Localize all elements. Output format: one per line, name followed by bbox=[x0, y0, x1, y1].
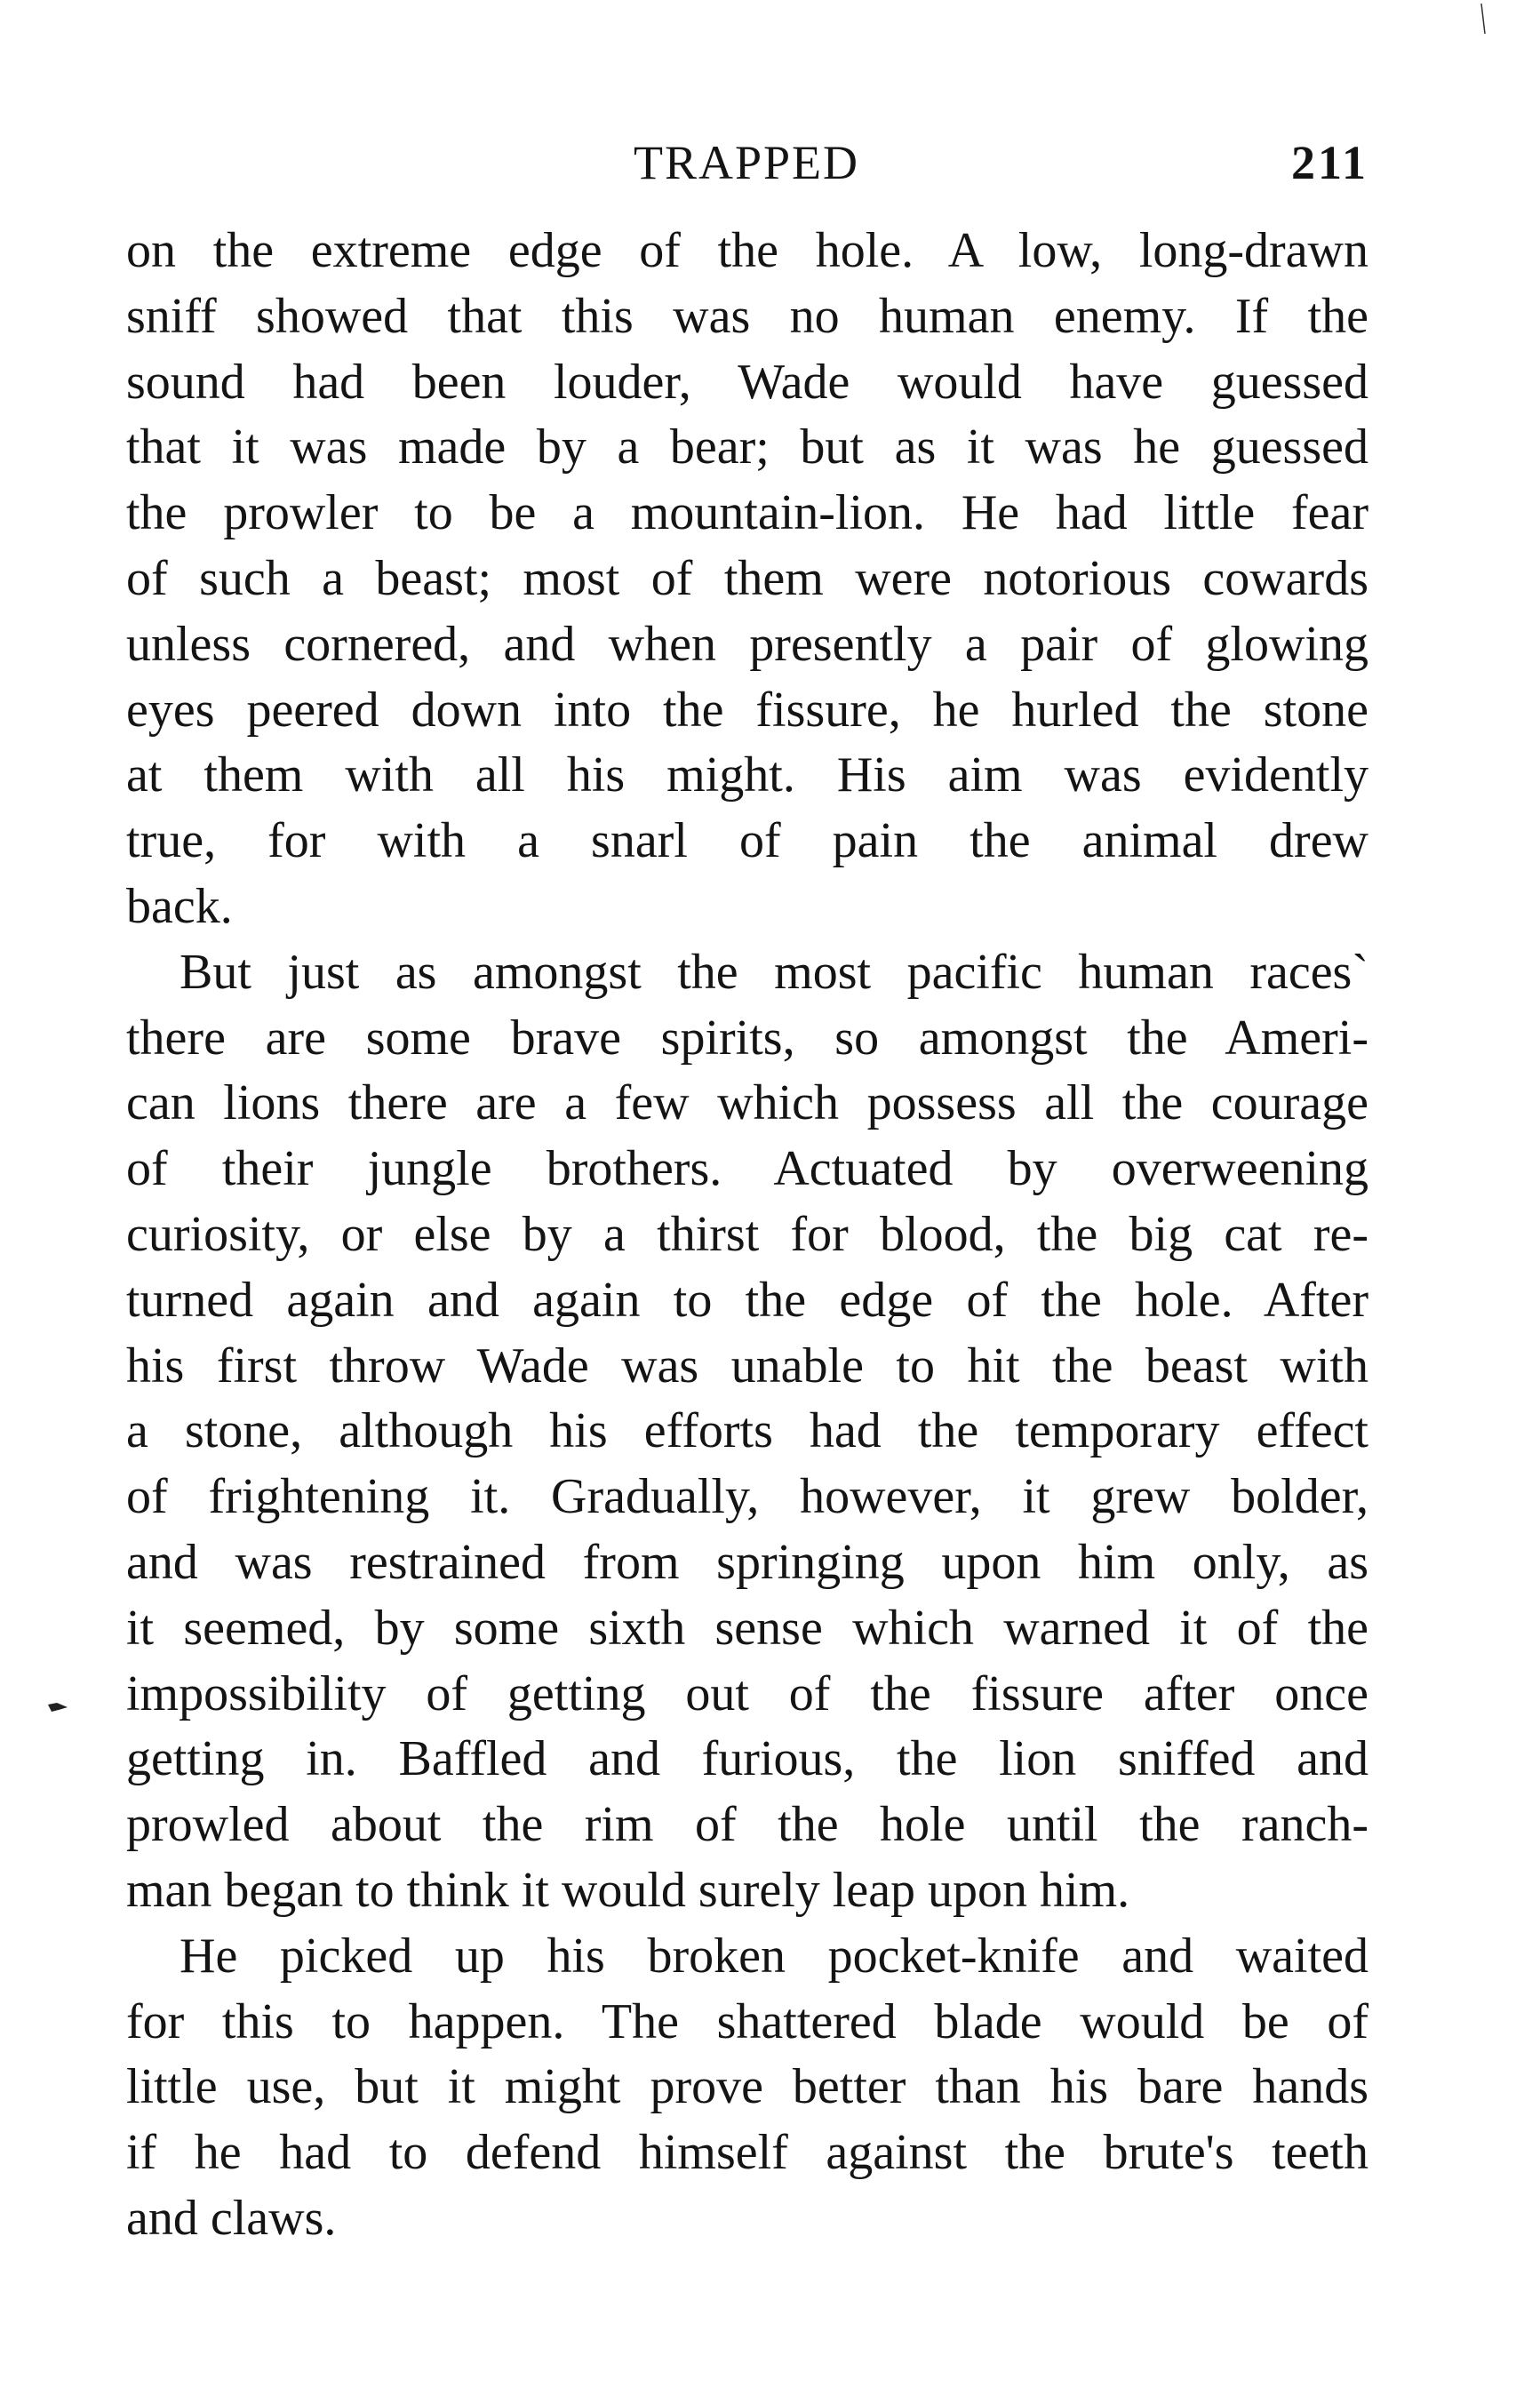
margin-ink-mark bbox=[46, 1699, 71, 1713]
text-line: little use, but it might prove better than his bare hands bbox=[126, 2059, 1368, 2115]
body-text bbox=[126, 219, 1368, 2252]
text-line: a stone, although his efforts had the temporary effect bbox=[126, 1403, 1368, 1459]
text-line: curiosity, or else by a thirst for blood, the big cat re- bbox=[126, 1206, 1368, 1262]
text-line: man began to think it would surely leap upon him. bbox=[126, 1862, 1130, 1918]
text-line: getting in. Baffled and furious, the lion sniffed and bbox=[126, 1731, 1368, 1787]
text-line: can lions there are a few which possess all the courage bbox=[126, 1075, 1368, 1131]
text-line: the prowler to be a mountain-lion. He had little fear bbox=[126, 485, 1368, 541]
text-line: sniff showed that this was no human enemy. If the bbox=[126, 288, 1368, 344]
text-line: at them with all his might. His aim was evidently bbox=[126, 747, 1368, 803]
text-line: true, for with a snarl of pain the animal drew bbox=[126, 813, 1368, 869]
text-line: eyes peered down into the fissure, he hurled the stone bbox=[126, 682, 1368, 738]
text-line-content: He picked up his broken pocket-knife and waited bbox=[180, 1928, 1368, 1984]
text-line: his first throw Wade was unable to hit the beast with bbox=[126, 1338, 1368, 1394]
text-line: it seemed, by some sixth sense which warned it of the bbox=[126, 1600, 1368, 1656]
text-line: of their jungle brothers. Actuated by overweening bbox=[126, 1141, 1368, 1197]
text-line: back. bbox=[126, 878, 233, 934]
text-line: and was restrained from springing upon him only, as bbox=[126, 1534, 1368, 1590]
text-line-content: But just as amongst the most pacific human races` bbox=[180, 944, 1368, 1000]
text-line: prowled about the rim of the hole until the ranch- bbox=[126, 1797, 1368, 1853]
text-line: turned again and again to the edge of the hole. After bbox=[126, 1272, 1368, 1328]
text-line bbox=[126, 940, 1368, 1006]
page-number: 211 bbox=[1290, 136, 1368, 189]
text-line: of such a beast; most of them were notorious cowards bbox=[126, 550, 1368, 606]
text-line: there are some brave spirits, so amongst the Ameri- bbox=[126, 1010, 1368, 1066]
paragraph bbox=[126, 1924, 1368, 2252]
text-line: sound had been louder, Wade would have guessed bbox=[126, 354, 1368, 410]
page-header bbox=[124, 132, 1368, 194]
text-line bbox=[126, 1924, 1368, 1990]
paragraph bbox=[126, 940, 1368, 1924]
text-line: on the extreme edge of the hole. A low, long-drawn bbox=[126, 223, 1368, 278]
running-title: TRAPPED bbox=[633, 136, 860, 189]
text-line: impossibility of getting out of the fissure after once bbox=[126, 1665, 1368, 1721]
text-line: of frightening it. Gradually, however, it grew bolder, bbox=[126, 1469, 1368, 1525]
text-line: unless cornered, and when presently a pair of glowing bbox=[126, 616, 1368, 672]
paragraph bbox=[126, 219, 1368, 940]
text-line: if he had to defend himself against the brute's teeth bbox=[126, 2125, 1368, 2181]
text-line: that it was made by a bear; but as it was he guessed bbox=[126, 419, 1368, 475]
scan-edge-mark bbox=[1480, 4, 1486, 36]
text-line: and claws. bbox=[126, 2190, 337, 2246]
text-line: for this to happen. The shattered blade would be of bbox=[126, 1993, 1368, 2049]
